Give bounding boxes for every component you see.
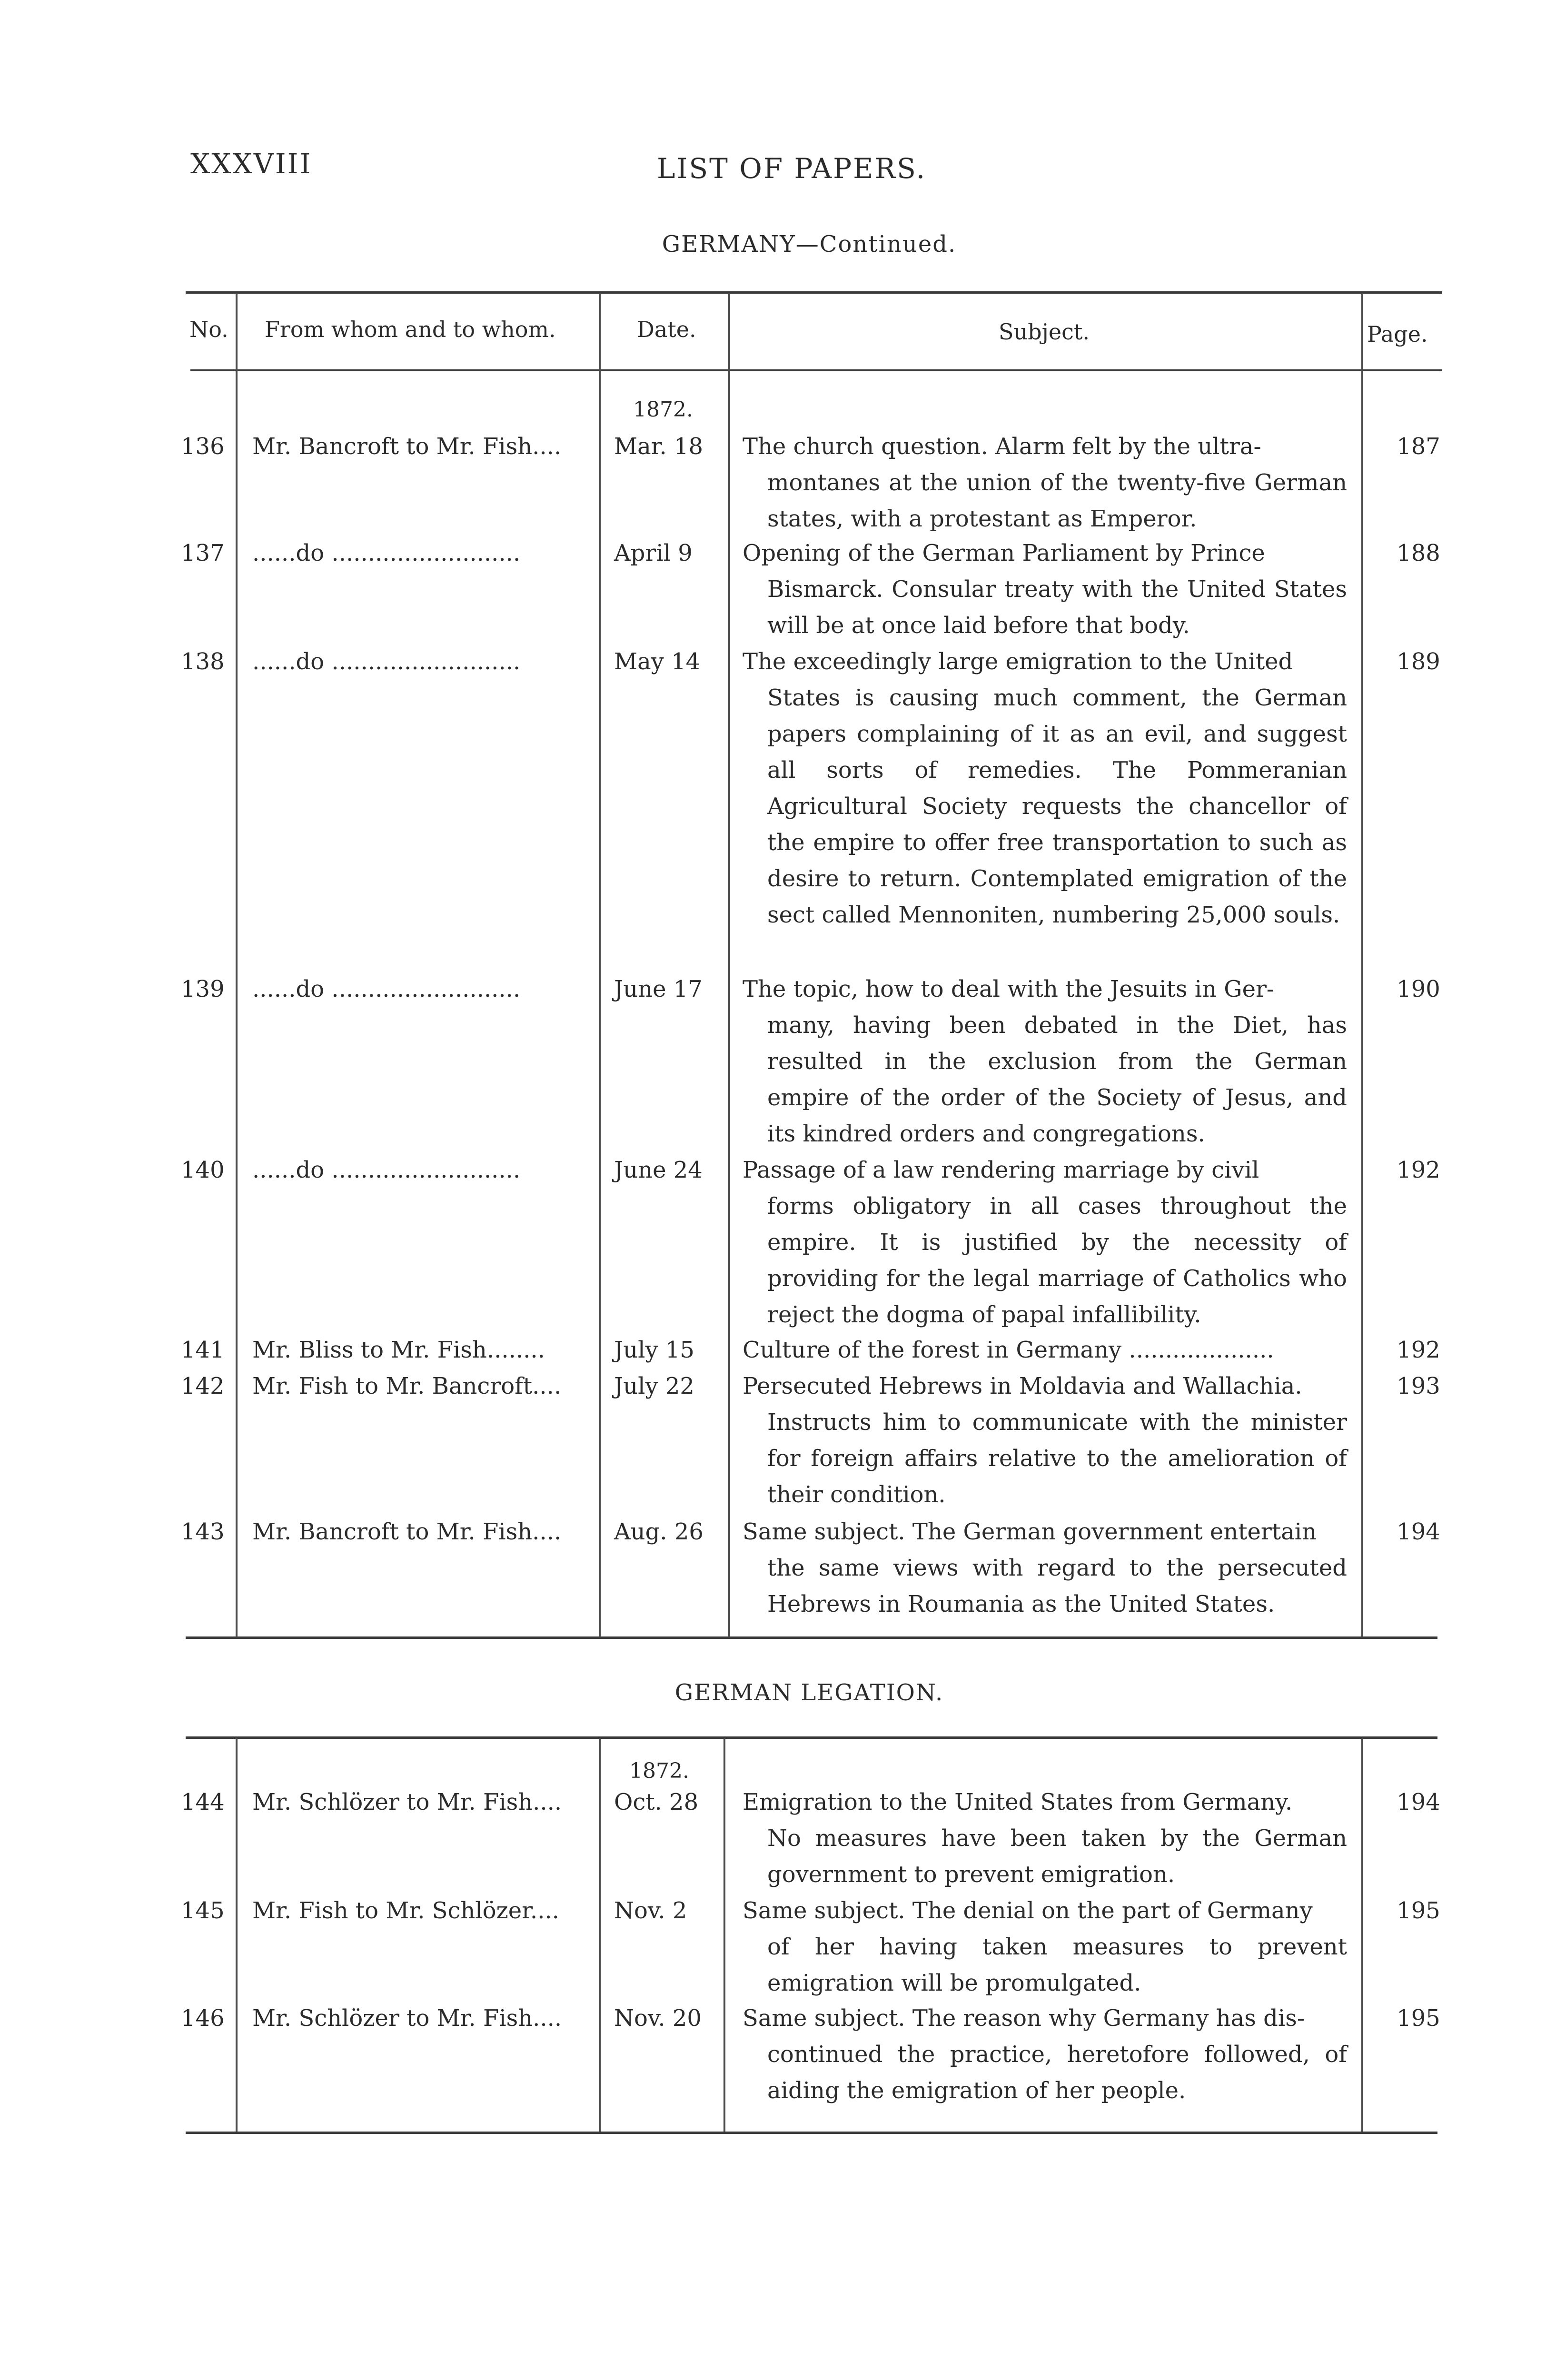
row-number: 142 xyxy=(181,1373,225,1399)
row-number: 138 xyxy=(181,648,225,675)
row-correspondents: Mr. Bancroft to Mr. Fish.... xyxy=(252,433,562,460)
section-title-german-legation: GERMAN LEGATION. xyxy=(674,1679,944,1706)
row-page: 193 xyxy=(1397,1373,1440,1399)
subject-first-line: Same subject. The German government entertain xyxy=(743,1518,1317,1545)
subject-continuation: No measures have been taken by the German government to prevent emigration. xyxy=(767,1825,1347,1888)
row-number: 140 xyxy=(181,1157,225,1183)
row-page: 189 xyxy=(1397,648,1440,675)
subject-continuation: States is causing much comment, the German papers complaining of it as an evil, and suggest all sorts of remedies. The Pommeranian Agricultural Society requests the chancellor of the empire to offer free transportation to such as desire to return. Contemplated emigration of the sect called Mennoniten, numbering 25,000 souls. xyxy=(767,684,1347,928)
row-subject xyxy=(743,1514,1347,1622)
row-page: 188 xyxy=(1397,540,1440,566)
row-date: April 9 xyxy=(614,540,693,566)
row-page: 192 xyxy=(1397,1337,1440,1363)
table-bottom-rule xyxy=(186,2132,1437,2134)
row-correspondents: ......do .......................... xyxy=(252,648,521,675)
year-label: 1872. xyxy=(629,1759,689,1783)
subject-first-line: The church question. Alarm felt by the ultra- xyxy=(743,433,1261,460)
column-divider xyxy=(728,293,730,1637)
row-date: July 15 xyxy=(614,1337,694,1363)
subject-first-line: Passage of a law rendering marriage by civil xyxy=(743,1157,1259,1183)
subject-first-line: Same subject. The denial on the part of Germany xyxy=(743,1897,1313,1924)
row-date: May 14 xyxy=(614,648,701,675)
subject-first-line: Persecuted Hebrews in Moldavia and Wallachia. xyxy=(743,1373,1302,1399)
column-header-page: Page. xyxy=(1367,321,1428,347)
row-page: 195 xyxy=(1397,2005,1440,2032)
row-subject xyxy=(743,535,1347,644)
row-number: 146 xyxy=(181,2005,225,2032)
row-subject xyxy=(743,1332,1347,1368)
subject-continuation: the same views with regard to the persecuted Hebrews in Roumania as the United States. xyxy=(767,1555,1347,1617)
row-subject xyxy=(743,2000,1347,2109)
row-number: 139 xyxy=(181,976,225,1002)
row-number: 144 xyxy=(181,1789,225,1815)
row-date: Oct. 28 xyxy=(614,1789,699,1815)
column-header-subject: Subject. xyxy=(999,319,1090,345)
row-number: 141 xyxy=(181,1337,225,1363)
column-divider xyxy=(236,293,238,1637)
subject-continuation: forms obligatory in all cases throughout the empire. It is justified by the necessity of providing for the legal marriage of Catholics who reject the dogma of papal infallibility. xyxy=(767,1193,1347,1328)
row-correspondents: Mr. Fish to Mr. Bancroft.... xyxy=(252,1373,562,1399)
column-divider xyxy=(1361,1738,1363,2132)
row-subject xyxy=(743,1784,1347,1893)
table-bottom-rule xyxy=(186,1636,1437,1639)
column-divider xyxy=(599,1738,601,2132)
subject-continuation: Bismarck. Consular treaty with the United States will be at once laid before that body. xyxy=(767,576,1347,639)
subject-continuation: of her having taken measures to prevent emigration will be promulgated. xyxy=(767,1934,1347,1996)
row-page: 192 xyxy=(1397,1157,1440,1183)
row-date: June 24 xyxy=(614,1157,703,1183)
table-top-rule xyxy=(186,1736,1437,1739)
subject-first-line: The exceedingly large emigration to the United xyxy=(743,648,1293,675)
subject-continuation: Instructs him to communicate with the minister for foreign affairs relative to the amelioration of their condition. xyxy=(767,1409,1347,1508)
row-subject xyxy=(743,1368,1347,1513)
subject-first-line: Culture of the forest in Germany .................... xyxy=(743,1337,1274,1363)
row-subject xyxy=(743,644,1347,933)
row-subject xyxy=(743,1152,1347,1333)
subject-first-line: Same subject. The reason why Germany has dis- xyxy=(743,2005,1305,2032)
header-bottom-rule xyxy=(190,369,1442,371)
row-date: Nov. 2 xyxy=(614,1897,687,1924)
row-number: 137 xyxy=(181,540,225,566)
page-number: XXXVIII xyxy=(190,148,312,180)
subject-first-line: Emigration to the United States from Germany. xyxy=(743,1789,1293,1815)
row-correspondents: Mr. Bancroft to Mr. Fish.... xyxy=(252,1518,562,1545)
row-correspondents: Mr. Bliss to Mr. Fish........ xyxy=(252,1337,545,1363)
row-date: June 17 xyxy=(614,976,703,1002)
subject-first-line: Opening of the German Parliament by Prince xyxy=(743,540,1265,566)
section-title-germany: GERMANY—Continued. xyxy=(662,231,957,258)
column-header-no: No. xyxy=(189,317,228,342)
row-number: 136 xyxy=(181,433,225,460)
page-title: LIST OF PAPERS. xyxy=(657,152,927,185)
row-date: Aug. 26 xyxy=(614,1518,704,1545)
subject-continuation: continued the practice, heretofore followed, of aiding the emigration of her people. xyxy=(767,2041,1347,2104)
row-date: Mar. 18 xyxy=(614,433,704,460)
row-subject xyxy=(743,428,1347,537)
row-date: July 22 xyxy=(614,1373,694,1399)
row-number: 143 xyxy=(181,1518,225,1545)
row-correspondents: Mr. Fish to Mr. Schlözer.... xyxy=(252,1897,559,1924)
subject-continuation: montanes at the union of the twenty-five German states, with a protestant as Emperor. xyxy=(767,469,1347,532)
row-correspondents: Mr. Schlözer to Mr. Fish.... xyxy=(252,1789,562,1815)
row-number: 145 xyxy=(181,1897,225,1924)
subject-continuation: many, having been debated in the Diet, has resulted in the exclusion from the German empire of the order of the Society of Jesus, and its kindred orders and congregations. xyxy=(767,1012,1347,1147)
row-correspondents: Mr. Schlözer to Mr. Fish.... xyxy=(252,2005,562,2032)
column-divider xyxy=(599,293,601,1637)
column-divider xyxy=(723,1738,725,2132)
row-page: 187 xyxy=(1397,433,1440,460)
row-correspondents: ......do .......................... xyxy=(252,1157,521,1183)
column-divider xyxy=(236,1738,238,2132)
subject-first-line: The topic, how to deal with the Jesuits in Ger- xyxy=(743,976,1275,1002)
row-page: 194 xyxy=(1397,1518,1440,1545)
column-divider xyxy=(1361,293,1363,1637)
row-subject xyxy=(743,1893,1347,2001)
row-page: 190 xyxy=(1397,976,1440,1002)
column-header-from: From whom and to whom. xyxy=(265,317,556,342)
row-date: Nov. 20 xyxy=(614,2005,702,2032)
row-subject xyxy=(743,971,1347,1152)
row-correspondents: ......do .......................... xyxy=(252,976,521,1002)
table-top-rule xyxy=(186,291,1442,294)
row-page: 195 xyxy=(1397,1897,1440,1924)
year-label: 1872. xyxy=(633,397,693,422)
row-page: 194 xyxy=(1397,1789,1440,1815)
row-correspondents: ......do .......................... xyxy=(252,540,521,566)
column-header-date: Date. xyxy=(637,317,696,342)
